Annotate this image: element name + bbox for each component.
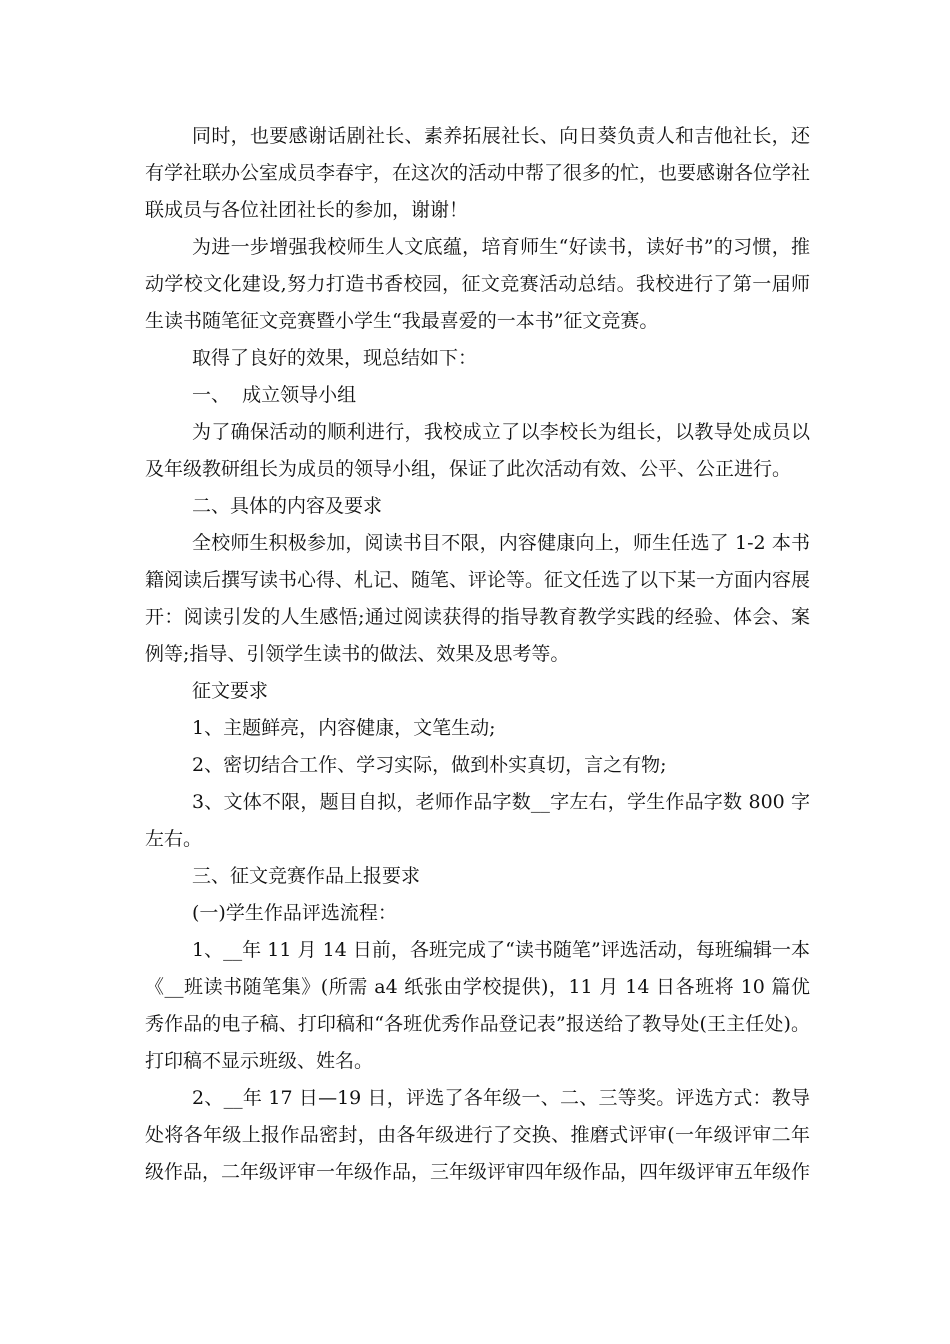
paragraph-leadership: 为了确保活动的顺利进行，我校成立了以李校长为组长，以教导处成员以及年级教研组长为成员的领导小组，保证了此次活动有效、公平、公正进行。 [145,421,810,480]
paragraph-content: 全校师生积极参加，阅读书目不限，内容健康向上，师生任选了 1-2 本书籍阅读后撰写读书心得、札记、随笔、评论等。征文任选了以下某一方面内容展开：阅读引发的人生感悟;通过阅读获得的指导教育教学实践的经验、体会、案例等;指导、引领学生读书的做法、效果及思考等。 [145,532,811,665]
subheading-student-process: (一)学生作品评选流程： [192,902,397,924]
section-heading-2: 二、具体的内容及要求 [192,495,383,517]
list-item-requirement-3: 3、文体不限，题目自拟，老师作品字数__字左右，学生作品字数 800 字左右。 [145,791,810,850]
section-heading-1: 一、 成立领导小组 [192,384,357,406]
paragraph-thanks: 同时，也要感谢话剧社长、素养拓展社长、向日葵负责人和吉他社长，还有学社联办公室成员李春宇，在这次的活动中帮了很多的忙，也要感谢各位学社联成员与各位社团社长的参加，谢谢！ [145,125,811,221]
document-body [145,118,810,1191]
paragraph-step-1: 1、__年 11 月 14 日前，各班完成了“读书随笔”评选活动，每班编辑一本《__班读书随笔集》(所需 a4 纸张由学校提供)，11 月 14 日各班将 10 篇优秀作品的电子稿、打印稿和“各班优秀作品登记表”报送给了教导处(王主任处)。打印稿不显示班级、姓名。 [145,939,810,1072]
paragraph-summary-lead: 取得了良好的效果，现总结如下： [192,347,478,369]
subheading-requirements: 征文要求 [192,680,269,702]
list-item-requirement-2: 2、密切结合工作、学习实际，做到朴实真切，言之有物; [192,754,667,776]
paragraph-step-2: 2、__年 17 日—19 日，评选了各年级一、二、三等奖。评选方式：教导处将各年级上报作品密封，由各年级进行了交换、推磨式评审(一年级评审二年级作品，二年级评审一年级作品，三年级评审四年级作品，四年级评审五年级作 [145,1087,811,1183]
paragraph-intro: 为进一步增强我校师生人文底蕴，培育师生“好读书，读好书”的习惯，推动学校文化建设,努力打造书香校园，征文竞赛活动总结。我校进行了第一届师生读书随笔征文竞赛暨小学生“我最喜爱的一本书”征文竞赛。 [145,236,810,332]
list-item-requirement-1: 1、主题鲜亮，内容健康，文笔生动; [192,717,496,739]
section-heading-3: 三、征文竞赛作品上报要求 [192,865,421,887]
